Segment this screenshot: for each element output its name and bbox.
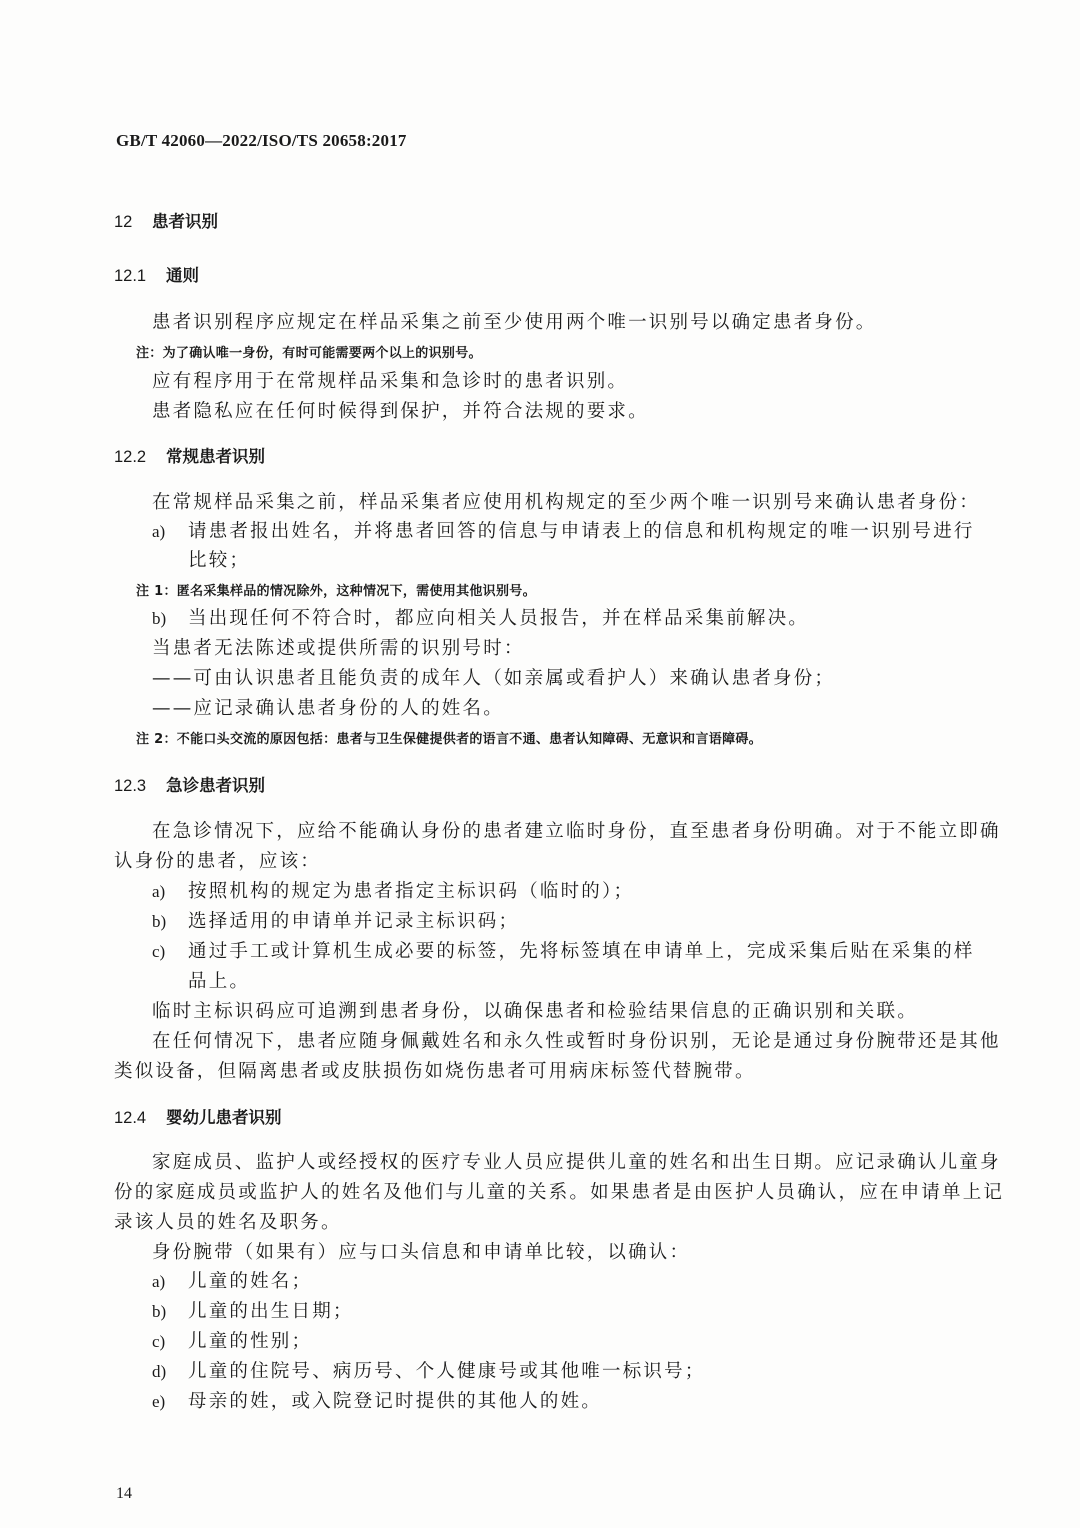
paragraph-continued: 类似设备，但隔离患者或皮肤损伤如烧伤患者可用病床标签代替腕带。 <box>114 1061 756 1082</box>
list-text: 母亲的姓，或入院登记时提供的其他人的姓。 <box>188 1391 603 1412</box>
list-text: 儿童的性别； <box>188 1331 313 1352</box>
list-item <box>152 1298 354 1326</box>
paragraph: 临时主标识码应可追溯到患者身份，以确保患者和检验结果信息的正确识别和关联。 <box>152 1001 918 1022</box>
list-item <box>152 1268 312 1296</box>
section-heading-12 <box>114 208 218 236</box>
section-title: 常规患者识别 <box>166 447 265 466</box>
list-item <box>152 518 975 546</box>
section-heading-12-3 <box>114 772 265 800</box>
paragraph: 身份腕带（如果有）应与口头信息和申请单比较，以确认： <box>152 1242 691 1263</box>
section-heading-12-4 <box>114 1104 282 1132</box>
paragraph: 患者隐私应在任何时候得到保护，并符合法规的要求。 <box>152 401 649 422</box>
section-number: 12.3 <box>114 777 147 795</box>
section-number: 12.1 <box>114 267 147 285</box>
paragraph: 在急诊情况下，应给不能确认身份的患者建立临时身份，直至患者身份明确。对于不能立即确 <box>152 821 1001 842</box>
paragraph-continued: 录该人员的姓名及职务。 <box>114 1212 342 1233</box>
list-label: a) <box>152 882 166 901</box>
list-text: 请患者报出姓名，并将患者回答的信息与申请表上的信息和机构规定的唯一识别号进行 <box>188 521 975 542</box>
list-label: e) <box>152 1392 166 1411</box>
page-number: 14 <box>116 1485 132 1502</box>
list-item <box>152 878 634 906</box>
list-text: 当出现任何不符合时，都应向相关人员报告，并在样品采集前解决。 <box>188 608 810 629</box>
list-text: 儿童的姓名； <box>188 1271 313 1292</box>
paragraph-continued: 认身份的患者，应该： <box>114 851 322 872</box>
list-item <box>152 1328 312 1356</box>
section-number: 12.4 <box>114 1109 147 1127</box>
list-item <box>152 1358 706 1386</box>
list-text: 按照机构的规定为患者指定主标识码（临时的）； <box>188 881 635 902</box>
list-label: c) <box>152 942 166 961</box>
section-title: 急诊患者识别 <box>166 776 265 795</box>
list-label: a) <box>152 1272 166 1291</box>
list-item <box>152 1388 602 1416</box>
list-text: 儿童的出生日期； <box>188 1301 354 1322</box>
note: 注 1：匿名采集样品的情况除外，这种情况下，需使用其他识别号。 <box>136 584 536 599</box>
section-number: 12 <box>114 213 133 231</box>
list-text: 通过手工或计算机生成必要的标签，先将标签填在申请单上，完成采集后贴在采集的样 <box>188 941 975 962</box>
section-title: 婴幼儿患者识别 <box>166 1108 282 1127</box>
list-item <box>152 908 519 936</box>
list-text: 选择适用的申请单并记录主标识码； <box>188 911 520 932</box>
section-number: 12.2 <box>114 448 147 466</box>
note: 注 2：不能口头交流的原因包括：患者与卫生保健提供者的语言不通、患者认知障碍、无意识和言语障碍。 <box>136 732 762 747</box>
list-label: b) <box>152 1302 167 1321</box>
list-label: b) <box>152 609 167 628</box>
paragraph: 应有程序用于在常规样品采集和急诊时的患者识别。 <box>152 371 629 392</box>
list-text: 儿童的住院号、病历号、个人健康号或其他唯一标识号； <box>188 1361 706 1382</box>
dash-item: ——可由认识患者且能负责的成年人（如亲属或看护人）来确认患者身份； <box>152 668 836 689</box>
list-item <box>152 938 975 966</box>
paragraph: 在任何情况下，患者应随身佩戴姓名和永久性或暂时身份识别，无论是通过身份腕带还是其他 <box>152 1031 1001 1052</box>
section-heading-12-1 <box>114 262 199 290</box>
section-title: 患者识别 <box>152 212 218 231</box>
paragraph: 在常规样品采集之前，样品采集者应使用机构规定的至少两个唯一识别号来确认患者身份： <box>152 492 981 513</box>
list-label: b) <box>152 912 167 931</box>
section-title: 通则 <box>166 266 199 285</box>
list-label: a) <box>152 522 166 541</box>
standard-id-header: GB/T 42060—2022/ISO/TS 20658:2017 <box>116 131 407 150</box>
paragraph-continued: 份的家庭成员或监护人的姓名及他们与儿童的关系。如果患者是由医护人员确认，应在申请单上记 <box>114 1182 1005 1203</box>
list-label: c) <box>152 1332 166 1351</box>
list-text-continued: 比较； <box>188 550 251 571</box>
paragraph: 当患者无法陈述或提供所需的识别号时： <box>152 638 525 659</box>
paragraph: 家庭成员、监护人或经授权的医疗专业人员应提供儿童的姓名和出生日期。应记录确认儿童身 <box>152 1152 1001 1173</box>
section-heading-12-2 <box>114 443 265 471</box>
list-text-continued: 品上。 <box>188 971 251 992</box>
paragraph: 患者识别程序应规定在样品采集之前至少使用两个唯一识别号以确定患者身份。 <box>152 312 877 333</box>
list-label: d) <box>152 1362 167 1381</box>
dash-item: ——应记录确认患者身份的人的姓名。 <box>152 698 504 719</box>
list-item <box>152 605 809 633</box>
note: 注：为了确认唯一身份，有时可能需要两个以上的识别号。 <box>136 346 482 361</box>
